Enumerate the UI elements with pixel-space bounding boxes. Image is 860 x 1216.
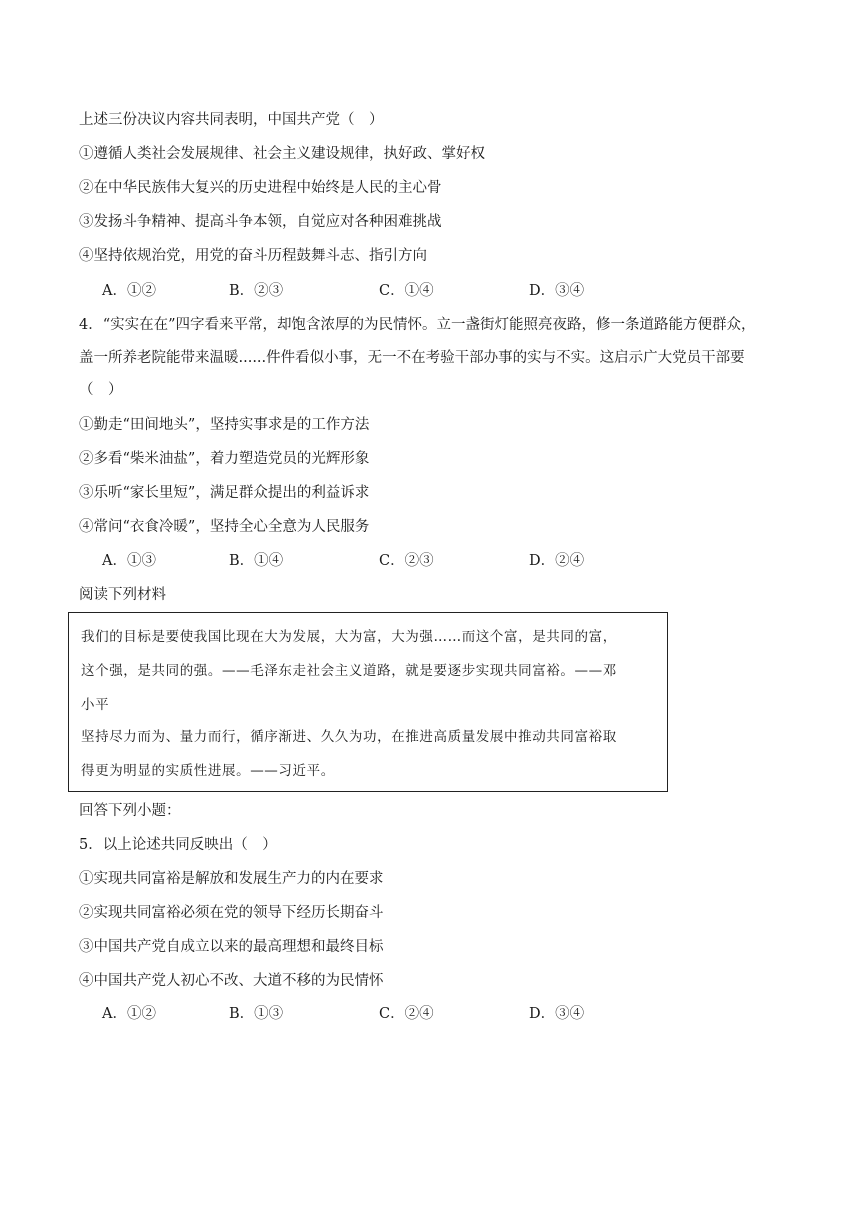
question-4-stem-line-2: 盖一所养老院能带来温暖......件件看似小事，无一不在考验干部办事的实与不实。这启示广大党员干部要: [79, 350, 745, 366]
question-4-item-2: ②多看“柴米油盐”，着力塑造党员的光辉形象: [79, 451, 370, 467]
question-5-option-d[interactable]: D．③④: [529, 1006, 585, 1022]
question-4-item-1: ①勤走“田间地头”，坚持实事求是的工作方法: [79, 417, 370, 433]
question-4-item-3: ③乐听“家长里短”，满足群众提出的利益诉求: [79, 485, 370, 501]
question-3-item-2: ②在中华民族伟大复兴的历史进程中始终是人民的主心骨: [79, 180, 442, 196]
question-5-item-3: ③中国共产党自成立以来的最高理想和最终目标: [79, 939, 384, 955]
material-line-3: 小平: [81, 697, 110, 713]
question-4-option-d[interactable]: D．②④: [529, 553, 585, 569]
question-4-stem-line-1: 4．“实实在在”四字看来平常，却饱含浓厚的为民情怀。立一盏街灯能照亮夜路，修一条道路能方便群众，: [79, 317, 756, 333]
question-3-option-b[interactable]: B．②③: [229, 283, 284, 299]
question-4-option-a[interactable]: A．①③: [102, 553, 156, 569]
question-3-item-1: ①遵循人类社会发展规律、社会主义建设规律，执好政、掌好权: [79, 146, 485, 162]
question-3-option-d[interactable]: D．③④: [529, 283, 585, 299]
question-3-stem: 上述三份决议内容共同表明，中国共产党（ ）: [79, 112, 384, 128]
question-5-item-1: ①实现共同富裕是解放和发展生产力的内在要求: [79, 871, 384, 887]
material-line-2: 这个强，是共同的强。——毛泽东走社会主义道路，就是要逐步实现共同富裕。——邓: [81, 663, 617, 679]
question-5-option-b[interactable]: B．①③: [229, 1006, 284, 1022]
question-3-item-4: ④坚持依规治党，用党的奋斗历程鼓舞斗志、指引方向: [79, 248, 427, 264]
question-4-option-b[interactable]: B．①④: [229, 553, 284, 569]
material-line-4: 坚持尽力而为、量力而行，循序渐进、久久为功，在推进高质量发展中推动共同富裕取: [81, 729, 617, 745]
question-3-option-c[interactable]: C．①④: [379, 283, 434, 299]
question-5-option-c[interactable]: C．②④: [379, 1006, 434, 1022]
question-4-item-4: ④常问“衣食冷暖”，坚持全心全意为人民服务: [79, 519, 370, 535]
question-4-option-c[interactable]: C．②③: [379, 553, 434, 569]
question-3-item-3: ③发扬斗争精神、提高斗争本领，自觉应对各种困难挑战: [79, 214, 442, 230]
question-5-option-a[interactable]: A．①②: [102, 1006, 156, 1022]
question-5-stem: 5．以上论述共同反映出（ ）: [79, 837, 277, 853]
reading-intro: 阅读下列材料: [79, 587, 166, 603]
material-line-1: 我们的目标是要使我国比现在大为发展，大为富，大为强……而这个富，是共同的富，: [81, 629, 617, 645]
question-4-stem-line-3: （ ）: [79, 382, 123, 398]
question-5-item-4: ④中国共产党人初心不改、大道不移的为民情怀: [79, 973, 384, 989]
question-5-item-2: ②实现共同富裕必须在党的领导下经历长期奋斗: [79, 905, 384, 921]
reading-material-box: [68, 612, 668, 792]
answer-prompt: 回答下列小题：: [79, 803, 181, 819]
question-3-option-a[interactable]: A．①②: [102, 283, 156, 299]
material-line-5: 得更为明显的实质性进展。——习近平。: [81, 763, 335, 779]
